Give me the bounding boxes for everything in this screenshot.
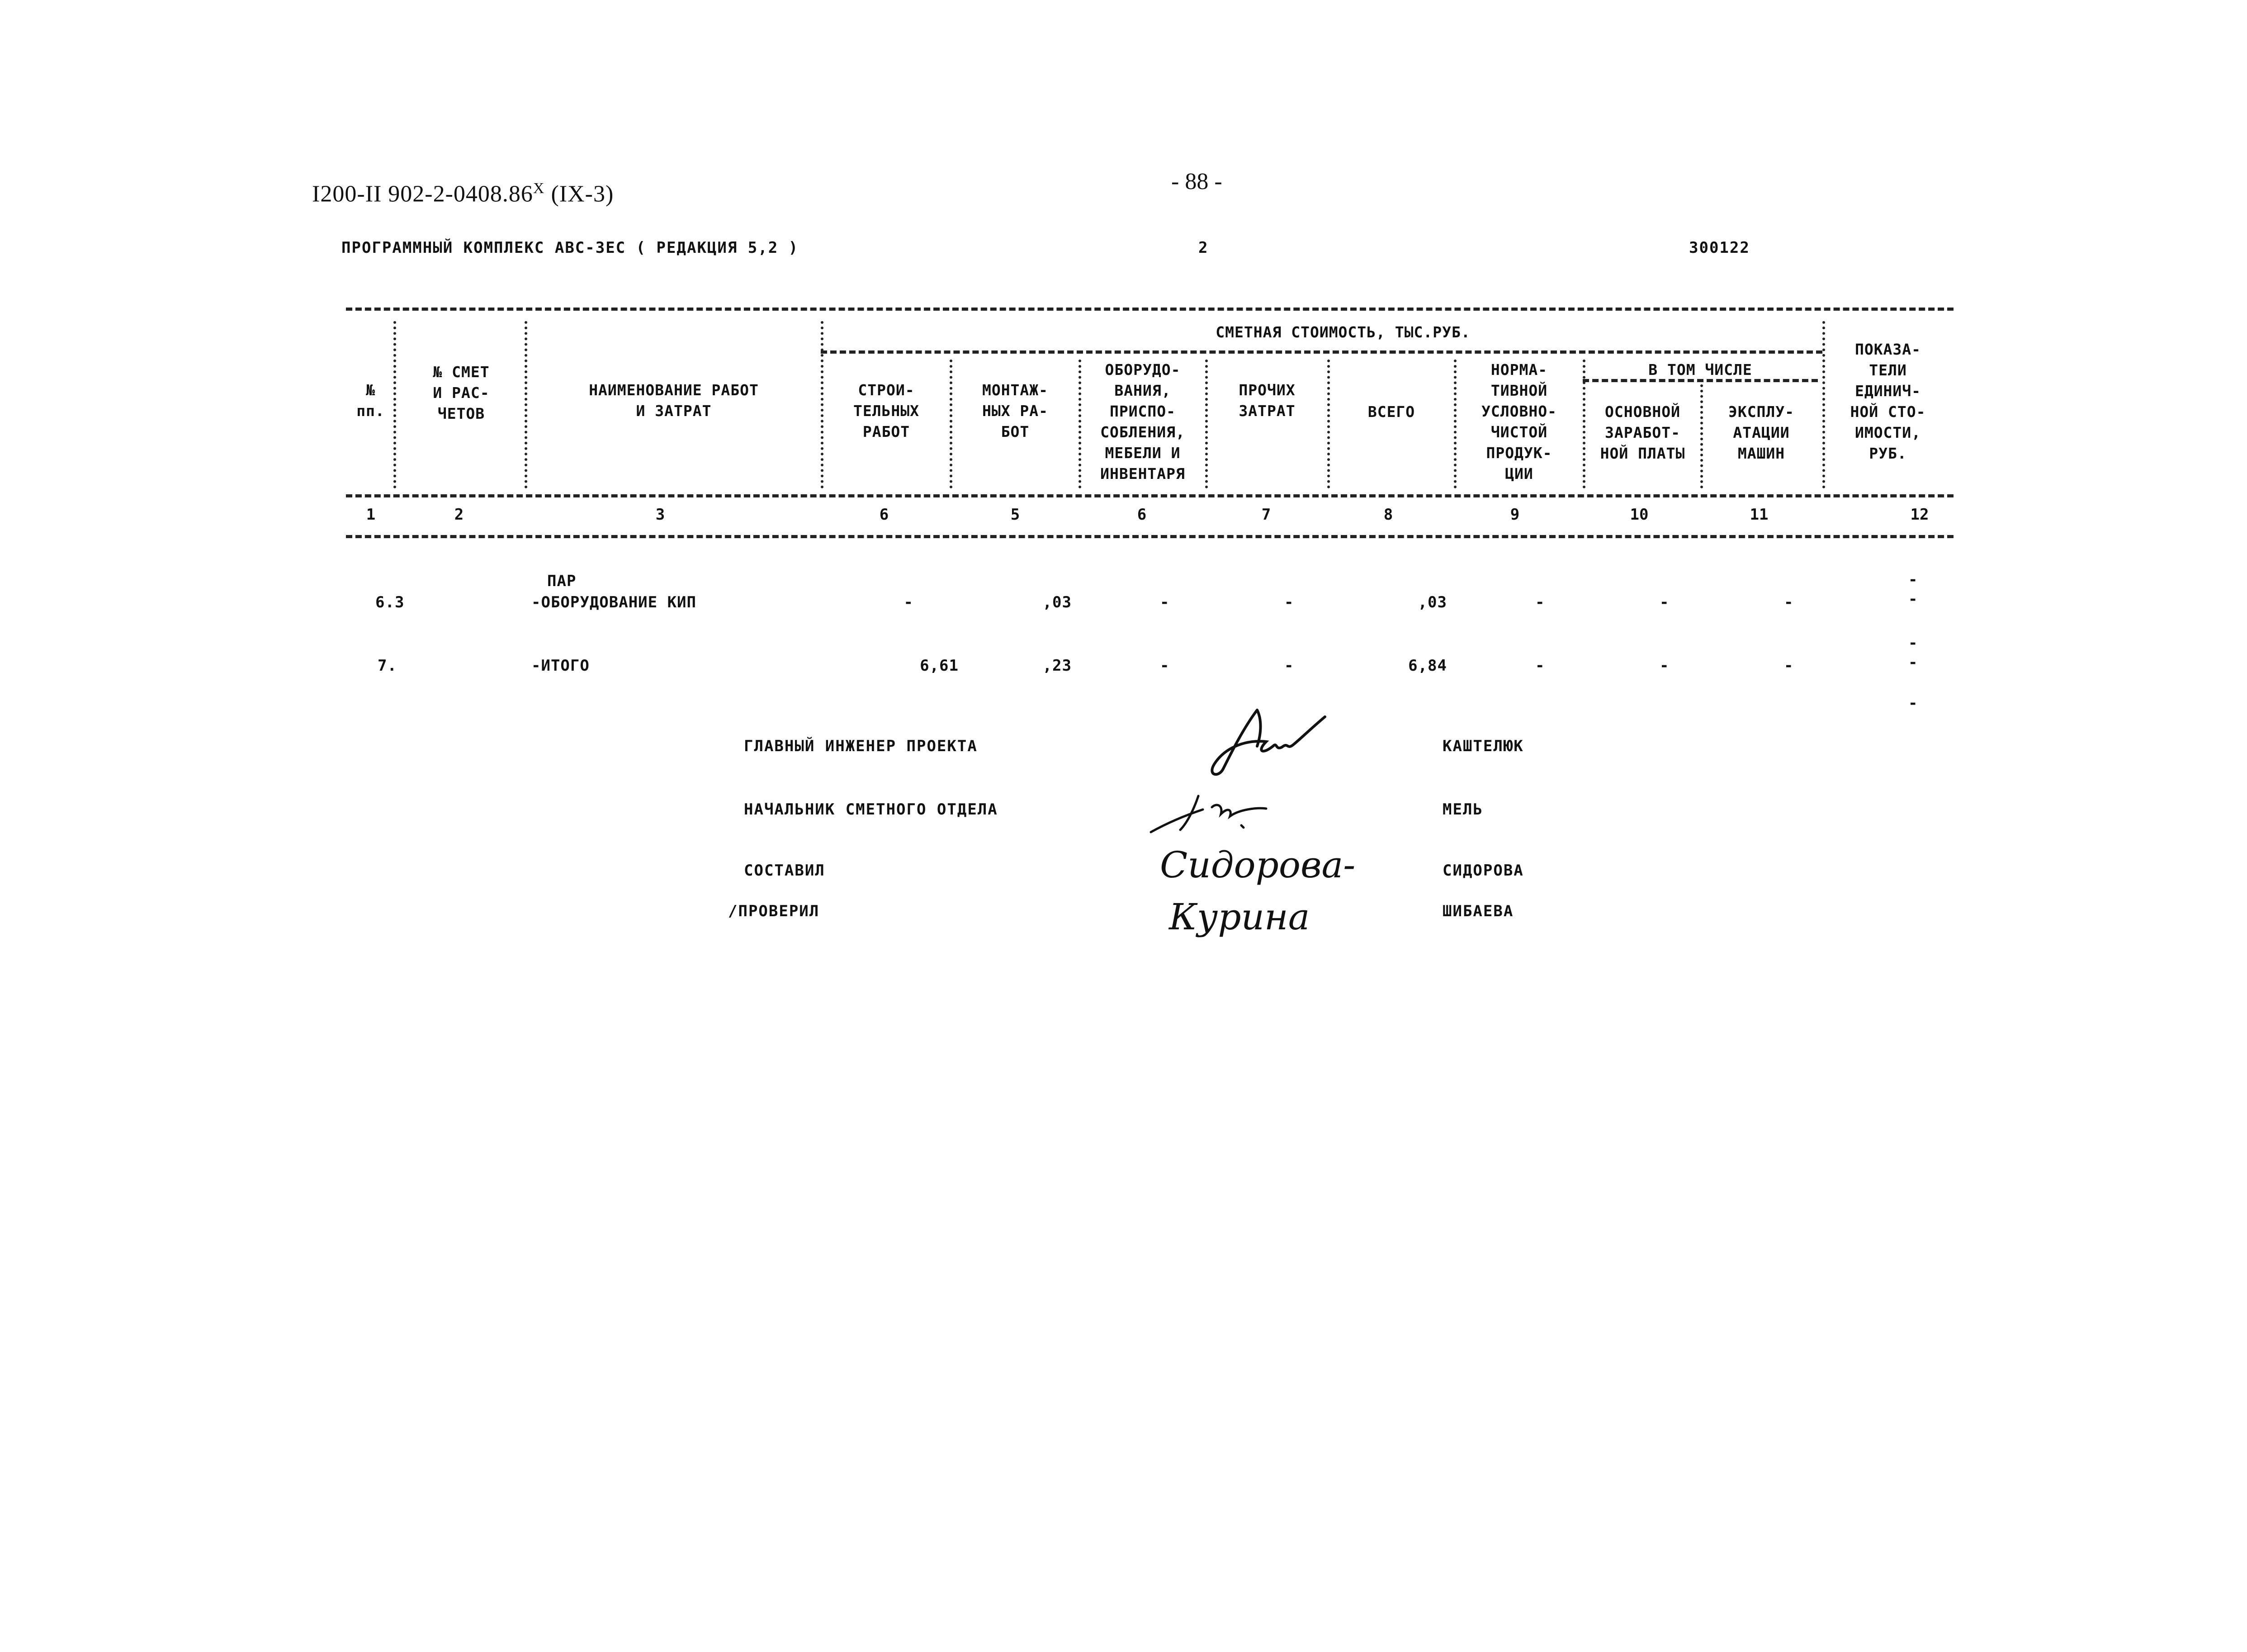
- column-number: 6: [879, 506, 889, 524]
- col-header-wages: ОСНОВНОЙ ЗАРАБОТ- НОЙ ПЛАТЫ: [1600, 403, 1685, 462]
- group-header-rule: [821, 350, 1822, 354]
- group-header: СМЕТНАЯ СТОИМОСТЬ, ТЫС.РУБ.: [1216, 323, 1471, 341]
- signature-role: СОСТАВИЛ: [744, 862, 825, 880]
- row-name: -ИТОГО: [531, 657, 590, 675]
- column-number: 7: [1261, 506, 1271, 524]
- column-separator: [821, 321, 823, 488]
- column-number: 5: [1010, 506, 1020, 524]
- signature-name: СИДОРОВА: [1443, 862, 1524, 880]
- construction-value: -: [904, 593, 913, 611]
- signature-estimate-head: [1149, 782, 1298, 841]
- col-header-equipment: ОБОРУДО- ВАНИЯ, ПРИСПО- СОБЛЕНИЯ, МЕБЕЛИ И ИНВЕНТАРЯ: [1100, 361, 1185, 483]
- row-number: 7.: [378, 657, 397, 675]
- indicator-value: -: [1908, 571, 1918, 589]
- col-header-other: ПРОЧИХ ЗАТРАТ: [1239, 381, 1296, 420]
- column-separator: [950, 360, 952, 488]
- col-header-construction: СТРОИ- ТЕЛЬНЫХ РАБОТ: [853, 381, 920, 440]
- header-bottom-rule: [346, 494, 1954, 497]
- signature-role: /ПРОВЕРИЛ: [728, 902, 820, 920]
- column-separator: [1454, 360, 1457, 488]
- indicator-value: -: [1908, 634, 1918, 652]
- program-page: 2: [1198, 239, 1208, 257]
- other-value: -: [1284, 593, 1294, 611]
- row-name-line1: ПАР: [547, 572, 577, 590]
- installation-value: ,23: [1042, 657, 1072, 675]
- col-header-machines: ЭКСПЛУ- АТАЦИИ МАШИН: [1728, 403, 1795, 462]
- col-header-estimate: № СМЕТ И РАС- ЧЕТОВ: [433, 363, 490, 422]
- col-header-total: ВСЕГО: [1367, 403, 1415, 421]
- column-number: 12: [1910, 506, 1929, 524]
- column-separator: [1079, 360, 1081, 488]
- table-top-rule: [346, 308, 1954, 311]
- total-value: ,03: [1418, 593, 1447, 611]
- document-code: I200-II $902-2-0408.86^X$ (IX-3): [312, 180, 614, 207]
- column-separator: [525, 321, 527, 488]
- signature-name: КАШТЕЛЮК: [1443, 737, 1524, 755]
- column-number: 3: [655, 506, 665, 524]
- other-value: -: [1284, 657, 1294, 675]
- page-number: - 88 -: [1171, 169, 1222, 194]
- program-date: 300122: [1689, 239, 1750, 257]
- column-number: 10: [1630, 506, 1649, 524]
- col-header-name: НАИМЕНОВАНИЕ РАБОТ И ЗАТРАТ: [589, 381, 759, 420]
- column-number: 1: [366, 506, 376, 524]
- indicator-value: -: [1908, 590, 1918, 608]
- norm-value: -: [1535, 593, 1545, 611]
- machines-value: -: [1784, 657, 1794, 675]
- equipment-value: -: [1160, 657, 1170, 675]
- column-separator: [1205, 360, 1208, 488]
- total-value: 6,84: [1408, 657, 1447, 675]
- column-number: 9: [1510, 506, 1520, 524]
- column-numbers-rule: [346, 535, 1954, 538]
- signature-role: НАЧАЛЬНИК СМЕТНОГО ОТДЕЛА: [744, 800, 998, 819]
- row-name: -ОБОРУДОВАНИЕ КИП: [531, 593, 696, 611]
- column-number: 6: [1137, 506, 1147, 524]
- subgroup-header: В ТОМ ЧИСЛЕ: [1648, 361, 1752, 379]
- col-header-installation: МОНТАЖ- НЫХ РА- БОТ: [982, 381, 1049, 440]
- wages-value: -: [1660, 593, 1670, 611]
- column-number: 8: [1383, 506, 1393, 524]
- program-title: ПРОГРАММНЫЙ КОМПЛЕКС АВС-3ЕС ( РЕДАКЦИЯ 5,2 ): [341, 239, 799, 257]
- machines-value: -: [1784, 593, 1794, 611]
- norm-value: -: [1535, 657, 1545, 675]
- signature-name: ШИБАЕВА: [1443, 902, 1514, 920]
- indicator-value: -: [1908, 653, 1918, 672]
- installation-value: ,03: [1042, 593, 1072, 611]
- signature-name: МЕЛЬ: [1443, 800, 1483, 819]
- col-header-no: № пп.: [356, 381, 385, 420]
- col-header-indicators: ПОКАЗА- ТЕЛИ ЕДИНИЧ- НОЙ СТО- ИМОСТИ, РУБ.: [1850, 341, 1926, 462]
- row-number: 6.3: [375, 593, 405, 611]
- signature-chief-engineer: [1189, 696, 1339, 782]
- col-header-norm: НОРМА- ТИВНОЙ УСЛОВНО- ЧИСТОЙ ПРОДУК- ЦИИ: [1481, 361, 1557, 483]
- equipment-value: -: [1160, 593, 1170, 611]
- column-separator: [393, 321, 396, 488]
- column-number: 2: [454, 506, 464, 524]
- signature-compiler-checker: [1155, 839, 1356, 956]
- column-number: 11: [1750, 506, 1769, 524]
- indicator-value: -: [1908, 694, 1918, 712]
- handwriting-checker: Курина: [1169, 896, 1310, 938]
- column-separator: [1327, 360, 1330, 488]
- wages-value: -: [1660, 657, 1670, 675]
- signature-role: ГЛАВНЫЙ ИНЖЕНЕР ПРОЕКТА: [744, 737, 978, 755]
- construction-value: 6,61: [920, 657, 959, 675]
- handwriting-compiler: Сидорова-: [1160, 844, 1356, 886]
